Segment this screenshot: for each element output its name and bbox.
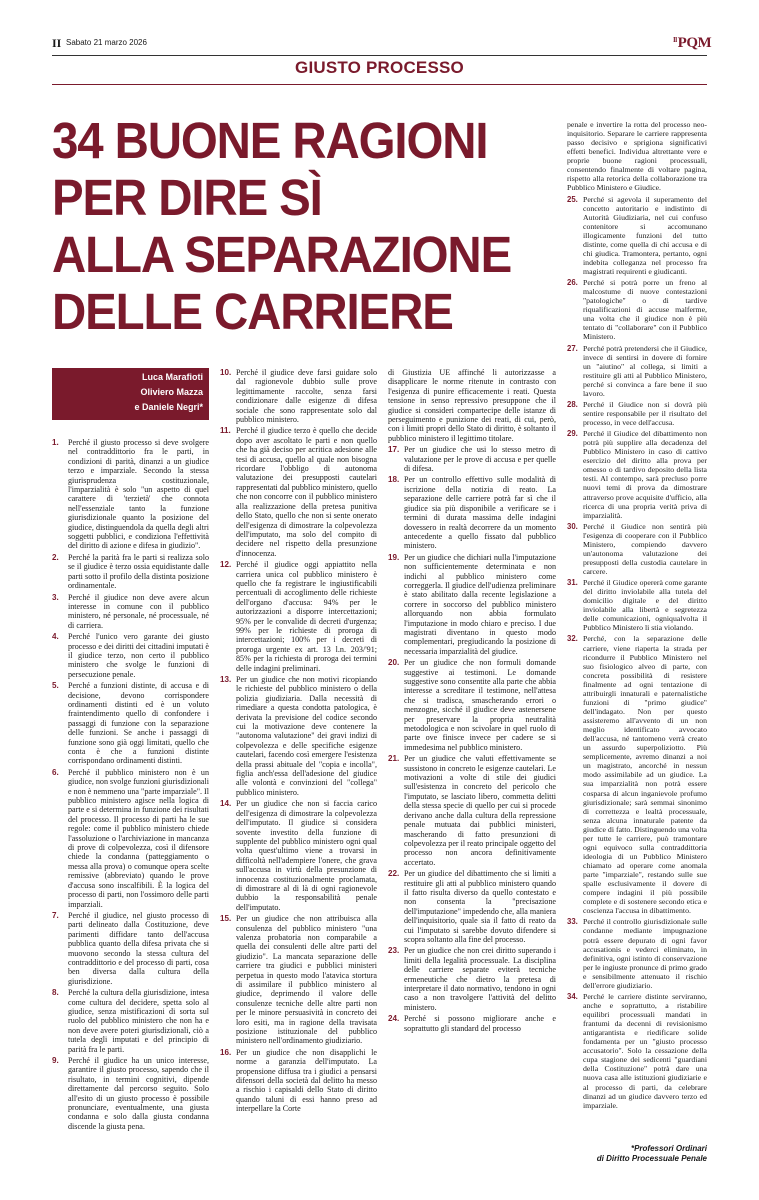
reason-number: 9.	[52, 1056, 59, 1065]
reason-text: Perché l'unico vero garante dei giusto processo e dei diritti dei cittadini imputati è il giudice terzo, non certo il pubblico ministero che svolge le funzioni di persecuzione penale.	[68, 632, 209, 679]
issue-date: Sabato 21 marzo 2026	[66, 38, 147, 47]
reason-number: 24.	[388, 1014, 400, 1024]
reason-number: 16.	[220, 1047, 232, 1057]
reason-number: 31.	[567, 578, 578, 588]
numbered-reason	[388, 658, 556, 752]
numbered-reason	[220, 368, 377, 424]
numbered-reason	[567, 522, 707, 576]
reason-number: 5.	[52, 681, 59, 691]
reason-text: Perché a funzioni distinte, di accusa e di decisione, devono corrispondere ordinamenti distinti ed è un voluto fraintendimento quello di confondere i passaggi di funzione con la separazione delle funzioni. Se anche i passaggi di funzione sono già oggi limitati, quello che conta è che a funzioni distinte corrispondano ordinamenti distinti.	[68, 681, 209, 766]
reason-number: 13.	[220, 675, 232, 684]
author-name: e Daniele Negri*	[134, 402, 203, 412]
reason-text: Per un giudice che non crei diritto superando i limiti della legalità processuale. La disciplina delle carriere separate eviterà tecniche ermeneutiche che dietro la pretesa di interpretare il dato normativo, tendono in ogni caso a non travolgere l'attività del delitto ministero.	[404, 946, 556, 1012]
numbered-reason	[220, 914, 377, 1046]
reason-text: Perché il Giudice non si dovrà più sentire responsabile per il risultato del processo, in vece dell'accusa.	[583, 399, 707, 427]
reason-text: Perché il Giudice non sentirà più l'esigenza di cooperare con il Pubblico Ministero, compiendo davvero un'autonoma valutazione dei presupposti della custodia cautelare in carcere.	[583, 521, 707, 576]
numbered-reason	[567, 278, 707, 341]
reason-number: 29.	[567, 429, 578, 439]
reason-text: Per un giudice che dichiari nulla l'imputazione non sufficientemente determinata e non indichi al pubblico ministero come correggerla. Il giudice dell'udienza preliminare è stato abilitato dalla recente legislazione a correre in soccorso del pubblico ministero allorquando non abbia formulato l'imputazione in modo chiaro e preciso. I due magistrati diventano in questo modo complementari, pregiudicando la posizione di necessaria imparzialità del giudice.	[404, 552, 556, 656]
numbered-reason	[52, 1056, 209, 1131]
numbered-reason	[220, 675, 377, 797]
reason-number: 11.	[220, 426, 231, 436]
numbered-reason	[567, 429, 707, 520]
reason-text: Per un giudice che usi lo stesso metro di valutazione per le prove di accusa e per quelle di difesa.	[404, 445, 556, 474]
reason-text: Per un giudice che valuti effettivamente se sussistono in concreto le esigenze cautelari. Le motivazioni a volte di stile dei giudici sull'esistenza in concreto del pericolo che l'imputato, se lasciato libero, commetta delitti della stessa specie di quello per cui si procede derivano anche dalla cultura della repressione penale mutuata dai pubblici ministeri, mascherando di fatto presunzioni di colpevolezza per il reato principale oggetto del processo non ancora definitivamente accertato.	[404, 754, 556, 867]
numbered-reason	[52, 632, 209, 679]
author-name: Luca Marafioti	[141, 372, 203, 382]
reason-number: 18.	[388, 475, 400, 485]
reason-text: Perché il controllo giurisdizionale sulle condanne mediante impugnazione potrà essere depurato di ogni favor accusationis e vederci eliminato, in definitiva, ogni istinto di conservazione per le ingiuste pronunce di primo grado e sensibilmente attenuato il rischio dell'errore giudiziario.	[583, 917, 707, 990]
reason-number: 19.	[388, 552, 400, 562]
reason-number: 26.	[567, 278, 578, 288]
numbered-reason	[220, 1048, 377, 1114]
reason-number: 6.	[52, 767, 59, 777]
continued-paragraph: di Giustizia UE affinché li autorizzasse a disapplicare le norme ritenute in contrasto con l'esigenza di punire efficacemente i reati. Questa tensione in senso repressivo presuppone che il giudice si consideri compartecipe delle istanze di perseguimento e punizione dei reati, di cui, però, con i limiti propri dello Stato di diritto, è soltanto il pubblico ministero il legittimo titolare.	[388, 368, 556, 443]
numbered-reason	[388, 946, 556, 1012]
reason-number: 7.	[52, 910, 59, 920]
reason-number: 8.	[52, 988, 59, 998]
reason-text: Perché il Giudice opererà come garante del diritto inviolabile alla tutela del domicilio digitale e del diritto inviolabile alla libertà e segretezza delle comunicazioni, ogniqualvolta il Pubblico Ministero li stia violando.	[583, 578, 707, 633]
reason-number: 12.	[220, 560, 232, 570]
reason-text: Per un controllo effettivo sulle modalità di iscrizione della notizia di reato. La separazione delle carriere potrà far sì che il giudice sia più disponibile a verificare se i termini di durata massima delle indagini dovessero in realtà decorrere da un momento antecedente a quello fissato dal pubblico ministero.	[404, 475, 556, 551]
reason-text: Perché il giusto processo si deve svolgere nel contraddittorio fra le parti, in condizioni di parità, dinanzi a un giudice terzo e imparziale. Secondo la stessa giurisprudenza costituzionale, l'imparzialità è solo "un aspetto di quel carattere di 'terzietà' che connota nell'essenziale tanto la funzione giurisdizionale quanto la posizione del giudice, distinguendola da quella degli altri soggetti pubblici, e condiziona l'effettività del diritto di azione e difesa in giudizio".	[68, 438, 209, 551]
reason-number: 17.	[388, 445, 400, 455]
numbered-reason	[388, 754, 556, 867]
reason-number: 14.	[220, 799, 232, 809]
reason-text: Per un giudice che non disapplichi le norme a garanzia dell'imputato. La propensione diffusa tra i giudici a pensarsi difensori della società dal delitto ha messo a rischio i capisaldi dello Stato di diritto quando taluni di essi hanno preso ad interpellare la Corte	[236, 1047, 377, 1114]
reason-text: Per un giudice che non si faccia carico dell'esigenza di dimostrare la colpevolezza dell'imputato. Il giudice si considera sovente investito della funzione di supplente del pubblico ministero ogni qual volta quest'ultimo viene a trovarsi in difficoltà nell'adempiere l'onere, che grava sull'accusa in virtù della presunzione di innocenza costituzionalmente proclamata, di dimostrare al di là di ogni ragionevole dubbio la responsabilità penale dell'imputato.	[236, 799, 377, 912]
page-number: II	[52, 36, 62, 50]
headline-line: 34 BUONE RAGIONI	[52, 112, 488, 169]
reason-number: 28.	[567, 399, 578, 409]
reason-number: 3.	[52, 592, 59, 602]
numbered-reason	[388, 475, 556, 550]
numbered-reason	[52, 438, 209, 551]
numbered-reason	[220, 799, 377, 912]
reason-number: 33.	[567, 917, 578, 927]
reason-text: Perché il Giudice del dibattimento non potrà più supplire alla decadenza del Pubblico Ministero in caso di cattivo esercizio del diritto alla prova per omesso o di tardivo deposito della lista testi. Al contempo, sarà precluso porre nuovi temi di prova da dimostrare attraverso prove acquisite d'ufficio, alla ricerca di una propria verità priva di imparzialità.	[583, 429, 707, 520]
numbered-reason	[52, 768, 209, 909]
reason-text: Per un giudice che non attribuisca alla consulenza del pubblico ministero "una valenza probatoria non comparabile a quella dei consulenti delle altre parti del giudizio". La mancata separazione delle carriere tra giudici e pubblici ministeri perpetua in questo modo l'atavica stortura di assimilare il pubblico ministero al giudice, deprimendo il valore delle consulenze tecniche delle altre parti non per le minore persuasività in concreto dei loro esiti, ma in ragione della travisata posizione istituzionale del pubblico ministero nell'ordinamento giudiziario.	[236, 914, 377, 1046]
numbered-reason	[567, 992, 707, 1110]
reason-number: 27.	[567, 343, 578, 353]
header-divider	[52, 55, 707, 56]
reason-number: 34.	[567, 991, 578, 1001]
reason-number: 10.	[220, 368, 232, 377]
reason-number: 25.	[567, 194, 578, 204]
numbered-reason	[52, 911, 209, 986]
numbered-reason	[567, 578, 707, 632]
numbered-reason	[52, 681, 209, 766]
reason-text: Perché la cultura della giurisdizione, intesa come cultura del decidere, spetta solo al giudice, senza mistificazioni di sorta sul ruolo del pubblico ministero che non ha e non deve avere poteri giurisdizionali, ciò a tutela degli imputati e del principio di parità fra le parti.	[68, 988, 209, 1054]
section-title: GIUSTO PROCESSO	[295, 58, 464, 77]
numbered-reason	[388, 869, 556, 944]
numbered-reason	[388, 553, 556, 656]
numbered-reason	[52, 988, 209, 1054]
article-column-2	[220, 368, 377, 1116]
article-column-1	[52, 438, 209, 1133]
author-box	[52, 368, 209, 420]
reason-text: Perché la parità fra le parti si realizza solo se il giudice è terzo ossia equidistante dalle parti sotto il profilo della distinta posizione ordinamentale.	[68, 552, 209, 591]
numbered-reason	[567, 917, 707, 990]
reason-text: Per un giudice che non motivi ricopiando le richieste del pubblico ministero o della polizia giudiziaria. Dalla necessità di rimediare a questa condotta patologica, è derivata la previsione del codice secondo cui la motivazione deve contenere la "autonoma valutazione" dei gravi indizi di colpevolezza e delle specifiche esigenze cautelari, facendo così emergere l'esistenza della prassi abituale del "copia e incolla", figlia anch'essa dell'adesione del giudice alle volontà e convinzioni del "collega" pubblico ministero.	[236, 675, 377, 797]
reason-text: Perché il giudice oggi appiattito nella carriera unica col pubblico ministero è quello che fa registrare le ingiustificabili percentuali di accoglimento delle richieste dell'organo d'accusa: 94% per le autorizzazioni a disporre intercettazioni; 95% per le convalide di decreti d'urgenza; 99% per le richieste di proroga di intercettazioni; 100% per i decreti di proroga urgente ex art. 13 l.n. 203/'91; 85% per la richiesta di proroga dei termini delle indagini preliminari.	[236, 560, 377, 673]
reason-text: Perché si possono migliorare anche e soprattutto gli standard del processo	[404, 1014, 556, 1033]
article-column-4	[567, 120, 707, 1112]
headline-line: ALLA SEPARAZIONE	[52, 226, 512, 283]
reason-number: 2.	[52, 552, 59, 562]
reason-number: 22.	[388, 869, 400, 879]
reason-number: 32.	[567, 634, 578, 644]
page-header	[0, 0, 759, 58]
reason-text: Per un giudice del dibattimento che si limiti a restituire gli atti al pubblico ministero quando il fatto risulta diverso da quello contestato e non consenta la "precisazione dell'imputazione" impedendo che, alla maniera dell'inquisitorio, quale sia il fatto di reato da cui l'imputato si sarebbe dovuto difendere si scopra soltanto alla fine del processo.	[404, 869, 556, 944]
reason-text: Perché il giudice ha un unico interesse, garantire il giusto processo, sapendo che il risultato, in termini cognitivi, dipende direttamente dal percorso seguito. Solo all'esito di un giusto processo è possibile pronunciare, eventualmente, una giusta condanna e solo dalla giusta condanna discende la giusta pena.	[68, 1056, 209, 1131]
author-name: Oliviero Mazza	[140, 387, 203, 397]
reason-text: Perché si potrà porre un freno al malcostume di nuove contestazioni "patologiche" o di tardive riqualificazioni di accuse malferme, una volta che il giudice non è più tentato di "collaborare" con il Pubblico Ministero.	[583, 278, 707, 342]
numbered-reason	[220, 560, 377, 673]
numbered-reason	[388, 1014, 556, 1033]
reason-number: 15.	[220, 914, 232, 924]
reason-text: Perché il giudice deve farsi guidare solo dal ragionevole dubbio sulle prove legittimamente raccolte, senza farsi condizionare dalle esigenze di difesa sociale che sono rappresentate solo dal pubblico ministero.	[236, 368, 377, 425]
reason-text: Perché, con la separazione delle carriere, viene riaperta la strada per ricondurre il Pubblico Ministero nel suo fisiologico alveo di parte, con concreta possibilità di resistere finalmente ad ogni tentazione di attribuirgli innaturali e paternalistiche funzioni di "primo giudice" dell'indagato. Non per questo assisteremo all'avvento di un non meglio identificato avvocato dell'accusa, né tantomeno verrà creato un assurdo superpoliziotto. Più semplicemente, avremo dinanzi a noi un magistrato, ancorché in nessun modo assimilabile ad un giudice. La sua imparzialità non potrà essere cosparsa di alcun inganievole profumo giurisdizionale; sarà semmai sinonimo di correttezza e lealtà processuale, senza alcuna innaturale patente da giudice di fatto. Distinguendo una volta per tutte le carriere, può tramontare ogni equivoco sulla contraddittoria ideologia di un Pubblico Ministero chiamato ad operare come anomala parte "imparziale", restando sulle sue spalle esclusivamente il dovere di compere indagini il più possibile complete e di sostenere secondo etica e coscienza l'accusa in dibattimento.	[583, 634, 707, 916]
article-column-3	[388, 368, 556, 1035]
reason-number: 1.	[52, 438, 59, 447]
reason-text: Perché il giudice terzo è quello che decide dopo aver ascoltato le parti e non quello che ha già deciso per acritica adesione alle tesi di accusa, quello al quale non bisogna ricordare l'obbligo di autonoma valutazione dei presupposti cautelari rappresentati dal pubblico ministero, quello che non concorre con il pubblico ministero alla realizzazione della pretesa punitiva dello Stato, quello che non si sente onerato dell'esigenza di dimostrare la colpevolezza dell'imputato, ma solo del compito di decidere nel rispetto della presunzione d'innocenza.	[236, 426, 377, 558]
headline-line: PER DIRE SÌ	[52, 169, 322, 226]
reason-text: Per un giudice che non formuli domande suggestive ai testimoni. Le domande suggestive sono consentite alla parte che abbia interesse a screditare il testimone, nell'attesa che si tradisca, smascherando errori o menzogne, sicché il giudice deve astenersene per preservare la propria neutralità metodologica e non scivolare in quel ruolo di parte ove finisce invece per cadere se si immedesima nel pubblico ministero.	[404, 658, 556, 752]
numbered-reason	[52, 553, 209, 591]
reason-text: Perché le carriere distinte serviranno, anche e soprattutto, a ristabilire equilibri processuali mandati in frantumi da decenni di revisionismo antigarantista e riedificare solide fondamenta per un "giusto processo accusatorio". Solo la cessazione della cupa stagione dei sedicenti "guardiani della Costituzione" potrà dare una nuova casa alle istituzioni giudiziarie e al processo di parti, da celebrare dinanzi ad un giudice davvero terzo ed imparziale.	[583, 991, 707, 1110]
reason-number: 23.	[388, 946, 400, 956]
reason-text: Perché il giudice, nel giusto processo di parti delineato dalla Costituzione, deve parimenti diffidare tanto dell'accusa pubblica quanto della difesa privata che si muovono secondo la stessa cultura del contraddittorio e del processo di parti, cosa ben diversa dalla cultura della giurisdizione.	[68, 910, 209, 986]
numbered-reason	[567, 400, 707, 427]
reason-text: Perché si agevola il superamento del concetto autoritario e indistinto di Autorità Giudiziaria, nel cui confuso contenitore si accomunano illogicamente funzioni del tutto distinte, come quella di chi accusa e di chi giudica. Tramontera, pertanto, ogni indebita colleganza nel processo fra magistrati requirenti e giudicanti.	[583, 194, 707, 276]
numbered-reason	[567, 634, 707, 915]
newspaper-logo: $^{Il}$PQM	[673, 35, 712, 51]
numbered-reason	[52, 593, 209, 631]
author-credentials: *Professori Ordinari di Diritto Processuale Penale	[596, 1144, 707, 1163]
reason-text: Perché il giudice non deve avere alcun interesse in comune con il pubblico ministero, né personale, né processuale, né di carriera.	[68, 592, 209, 630]
numbered-reason	[567, 195, 707, 277]
numbered-reason	[388, 445, 556, 473]
reason-number: 21.	[388, 754, 400, 764]
headline-line: DELLE CARRIERE	[52, 283, 453, 340]
continued-paragraph: penale e invertire la rotta del processo neo-inquisitorio. Separare le carriere rappresenta passo decisivo e sprigiona significativi effetti benefici. Individua altrettante vere e proprie buone ragioni processuali, consentendo finalmente di voltare pagina, rispetto alla retorica della collaborazione tra Pubblico Ministero e Giudice.	[567, 120, 707, 193]
reason-number: 30.	[567, 521, 578, 531]
numbered-reason	[567, 344, 707, 398]
reason-text: Perché potrà pretendersi che il Giudice, invece di sentirsi in dovere di fornire un "aiutino" al collega, si limiti a restituire gli atti al Pubblico Ministero, perché si convinca a fare bene il suo lavoro.	[583, 343, 707, 398]
headline	[52, 112, 536, 340]
reason-number: 20.	[388, 658, 400, 668]
reason-number: 4.	[52, 632, 59, 642]
numbered-reason	[220, 426, 377, 558]
reason-text: Perché il pubblico ministero non è un giudice, non svolge funzioni giurisdizionali e non è nemmeno una "parte imparziale". Il pubblico ministero agisce nella logica di parte e si determina in funzione dei risultati del processo. Il processo di parti ha le sue regole: come il pubblico ministero chiede l'assoluzione o l'archiviazione in mancanza di prove di colpevolezza, così il difensore chiede la condanna (patteggiamento o messa alla prova) o comunque opera scelte remissive (abbreviato) quando le prove d'accusa sono inscalfibili. È la logica del processo di parti, non l'ossimoro delle parti imparziali.	[68, 767, 209, 909]
section-divider	[52, 84, 707, 85]
